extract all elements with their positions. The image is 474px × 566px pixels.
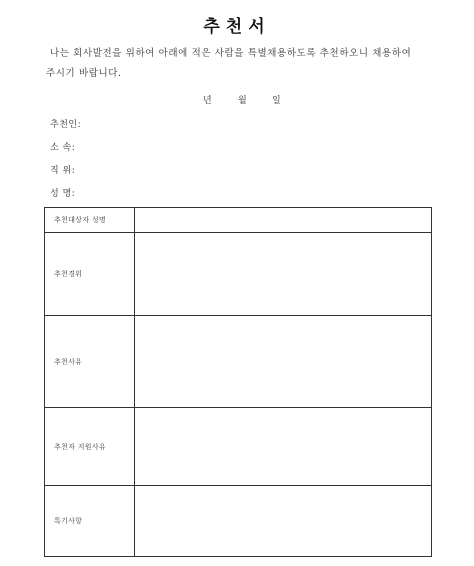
- date-year-label: 년: [203, 96, 212, 106]
- recommender-field-label: 추천인:: [50, 120, 82, 130]
- row-value-special-notes[interactable]: [135, 486, 432, 557]
- intro-paragraph: 나는 회사발전을 위하여 아래에 적은 사람을 특별채용하도록 추천하오니 채용하여 주시기 바랍니다.: [46, 48, 412, 79]
- date-day-label: 일: [272, 96, 281, 106]
- affiliation-field-label: 소 속:: [50, 143, 76, 153]
- row-label-special-notes: 특기사항: [45, 486, 135, 557]
- table-row: [45, 208, 432, 233]
- row-value-recommender-support-reason[interactable]: [135, 408, 432, 486]
- document-title: 추천서: [203, 17, 271, 37]
- row-label-recommendation-reason: 추천사유: [45, 316, 135, 408]
- row-value-candidate-name[interactable]: [135, 208, 432, 233]
- position-field-label: 직 위:: [50, 166, 76, 176]
- row-label-candidate-name: 추천대상자 성명: [45, 208, 135, 233]
- table-row: [45, 316, 432, 408]
- recommendation-table: [44, 207, 432, 557]
- name-field-label: 성 명:: [50, 189, 76, 199]
- table-row: [45, 233, 432, 316]
- row-label-recommender-support-reason: 추천자 지원사유: [45, 408, 135, 486]
- row-label-recommendation-background: 추천경위: [45, 233, 135, 316]
- date-month-label: 월: [238, 96, 247, 106]
- table-row: [45, 486, 432, 557]
- row-value-recommendation-reason[interactable]: [135, 316, 432, 408]
- table-row: [45, 408, 432, 486]
- row-value-recommendation-background[interactable]: [135, 233, 432, 316]
